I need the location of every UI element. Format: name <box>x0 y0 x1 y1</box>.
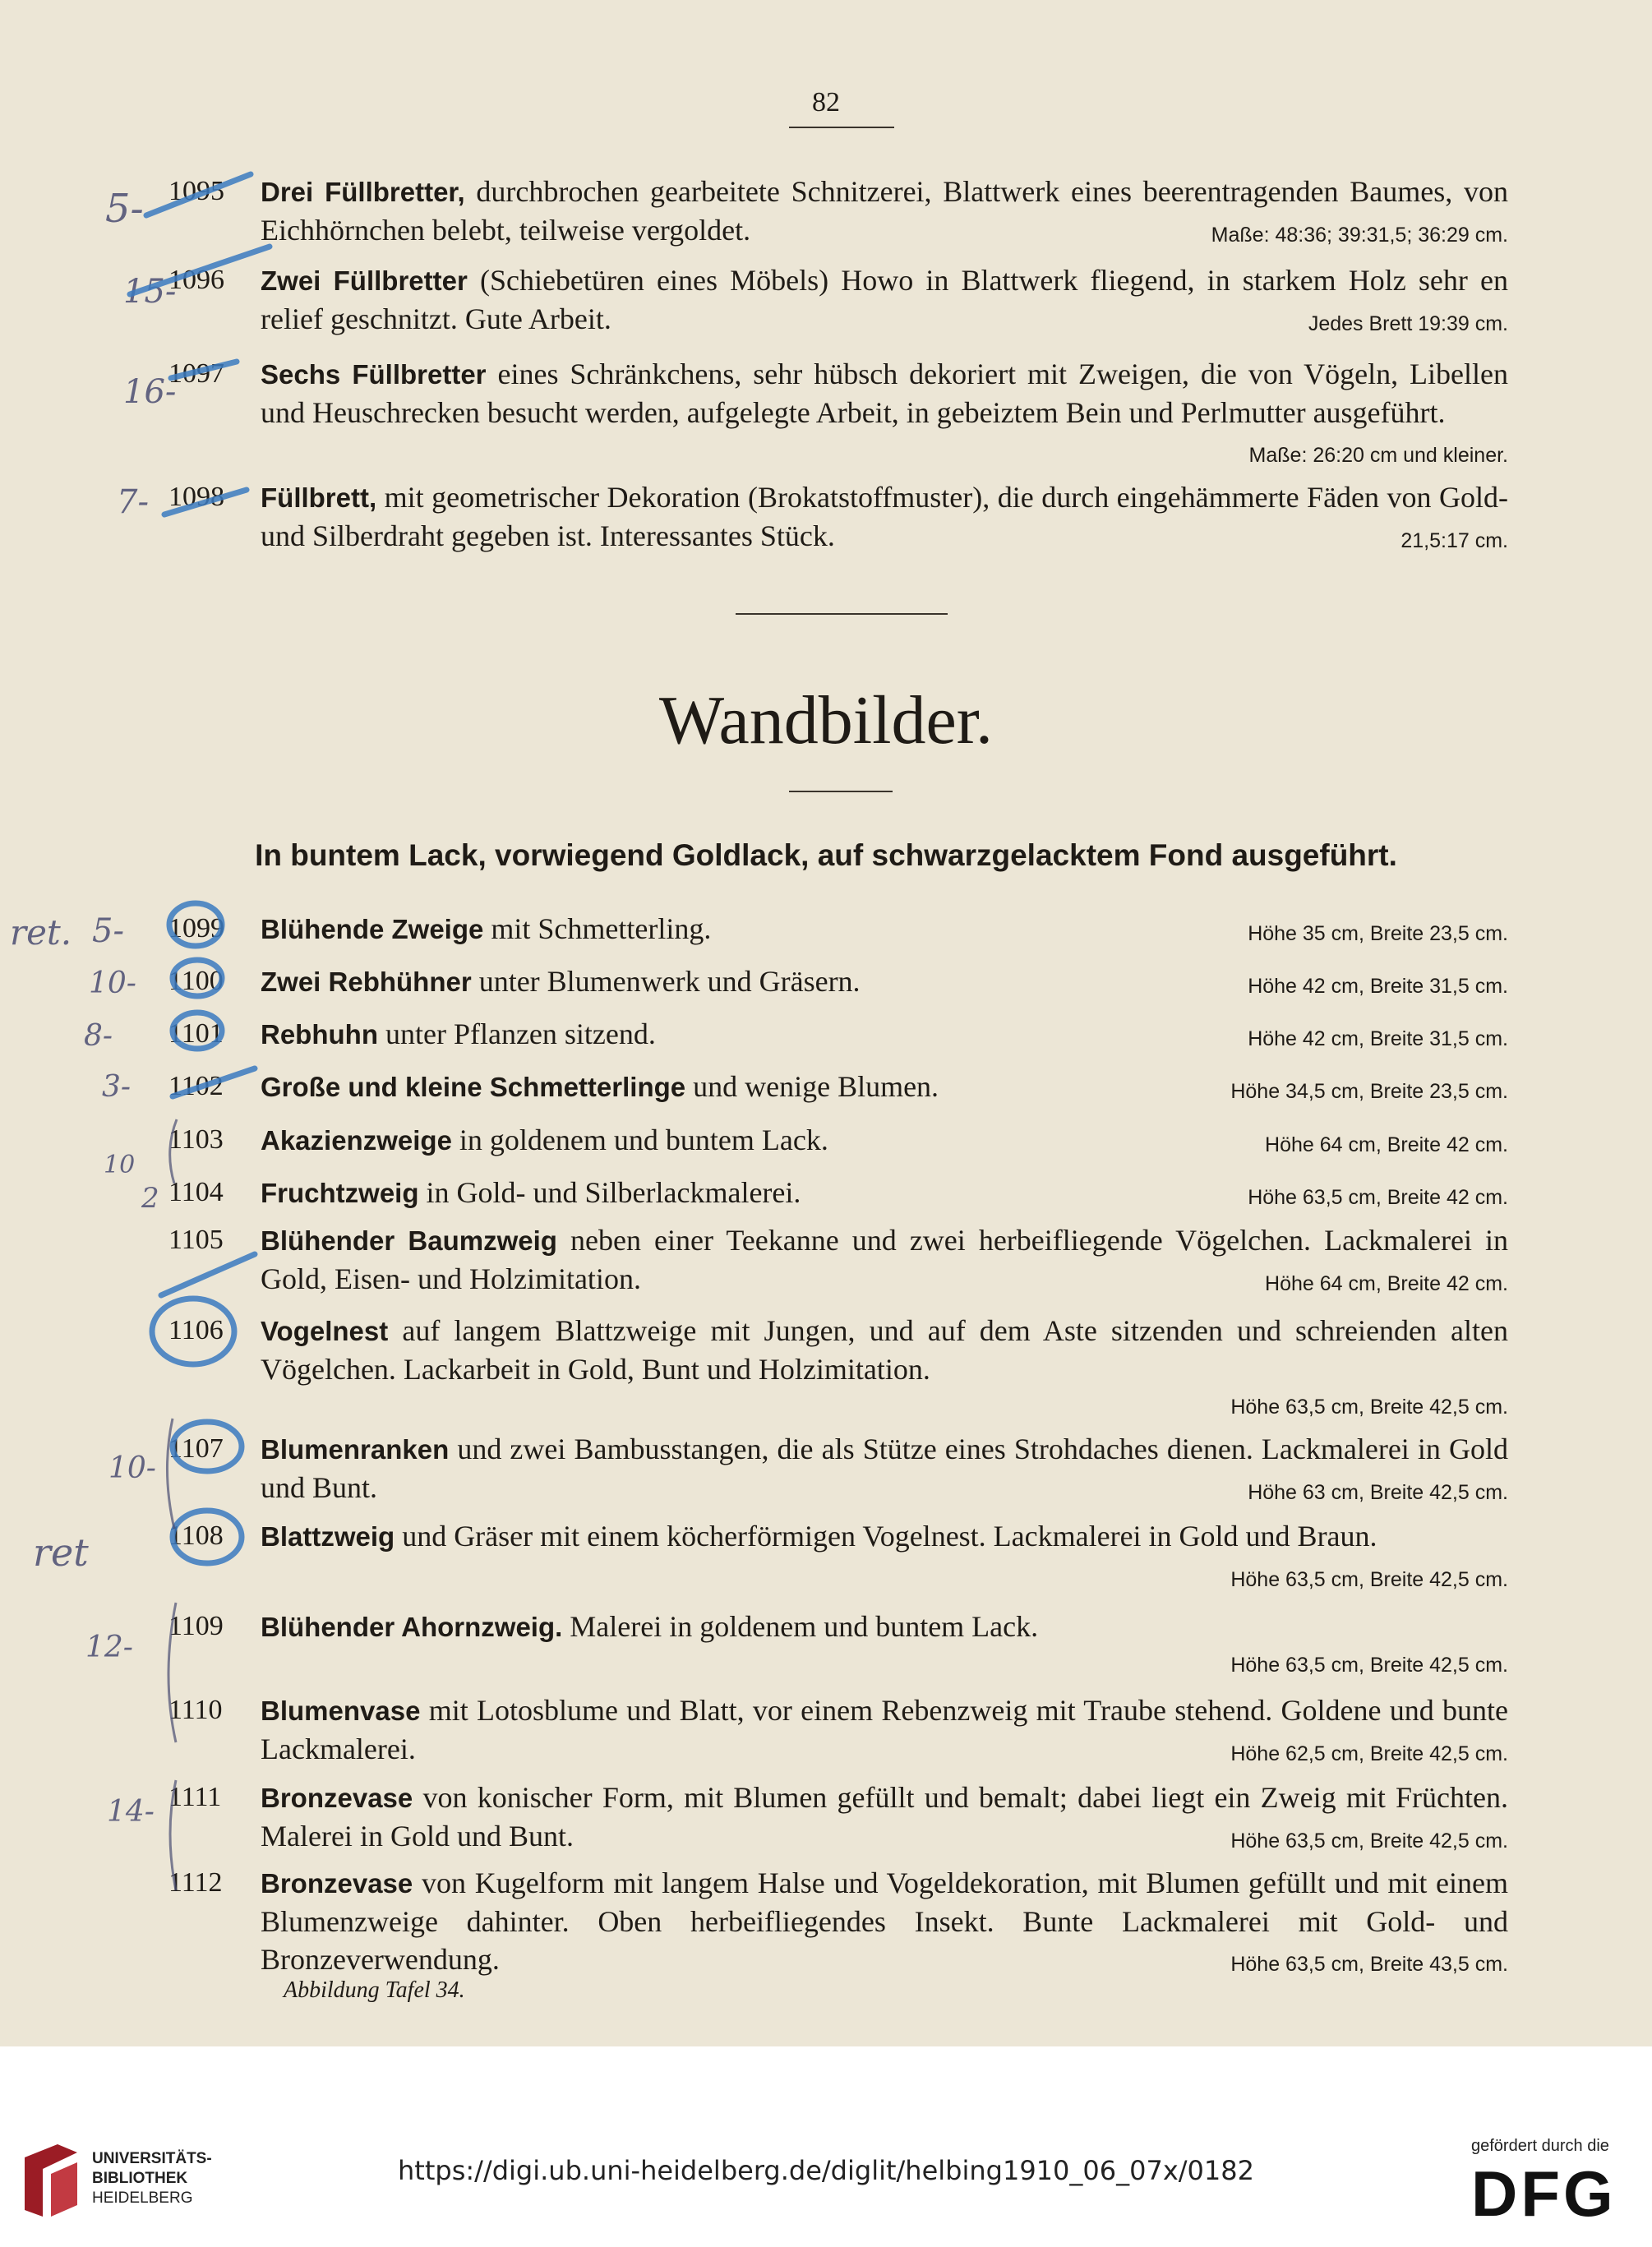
lot-title: Blühende Zweige <box>261 914 484 944</box>
lot-number: 1105 <box>168 1225 224 1255</box>
lot-number: 1110 <box>168 1695 223 1725</box>
catalog-entry-1109 <box>168 1608 1508 1684</box>
lot-measurements: Höhe 63,5 cm, Breite 42,5 cm. <box>1230 1396 1508 1419</box>
lot-title: Blattzweig <box>261 1521 395 1552</box>
library-name-line: UNIVERSITÄTS- <box>92 2150 212 2167</box>
lot-number: 1096 <box>168 265 224 295</box>
lot-description: und zwei Bambusstangen, die als Stütze eines Strohdaches dienen. Lackmalerei in Gold und Bunt. <box>261 1433 1508 1504</box>
lot-number: 1109 <box>168 1611 224 1641</box>
catalog-entry-1101 <box>168 1015 1508 1058</box>
lot-title: Bronzevase <box>261 1868 413 1899</box>
section-divider <box>736 613 948 615</box>
handwritten-price: 10- <box>108 1451 156 1485</box>
lot-title: Füllbrett, <box>261 482 377 513</box>
lot-measurements: 21,5:17 cm. <box>1401 529 1508 552</box>
lot-title: Rebhuhn <box>261 1019 378 1050</box>
catalog-entry-1112 <box>168 1864 1508 1983</box>
lot-number: 1106 <box>168 1315 224 1345</box>
catalog-entry-1104 <box>168 1174 1508 1216</box>
lot-description: von Kugelform mit langem Halse und Vogeldekoration, mit Blumen gefüllt und mit einem Blumenzweige dahinter. Oben herbeifliegendes Insekt. Bunte Lackmalerei mit Gold- und Bronzeverwendung. <box>261 1866 1509 1976</box>
catalog-entry-1095 <box>168 173 1508 254</box>
lot-description: mit Schmetterling. <box>491 912 712 945</box>
lot-description: mit Lotosblume und Blatt, vor einem Rebenzweig mit Traube stehend. Goldene und bunte Lackmalerei. <box>261 1694 1509 1765</box>
lot-title: Drei Füllbretter, <box>261 177 465 207</box>
handwritten-price: 12- <box>85 1631 133 1664</box>
lot-description: und wenige Blumen. <box>693 1070 939 1103</box>
lot-measurements: Maße: 26:20 cm und kleiner. <box>1248 444 1508 467</box>
lot-title: Blumenranken <box>261 1434 450 1465</box>
lot-measurements: Maße: 48:36; 39:31,5; 36:29 cm. <box>1211 224 1508 247</box>
library-name-line: BIBLIOTHEK <box>92 2170 188 2187</box>
lot-measurements: Höhe 63,5 cm, Breite 43,5 cm. <box>1230 1953 1508 1976</box>
lot-number: 1103 <box>168 1124 224 1155</box>
catalog-entry-1099 <box>168 910 1508 953</box>
lot-number: 1111 <box>168 1782 222 1812</box>
section-heading: Wandbilder. <box>658 682 994 759</box>
permalink-url[interactable]: https://digi.ub.uni-heidelberg.de/diglit/helbing1910_06_07x/0182 <box>398 2155 1254 2186</box>
handwritten-price: 5- <box>105 186 144 232</box>
handwritten-price: 7- <box>117 483 149 521</box>
lot-description: neben einer Teekanne und zwei herbeifliegende Vögelchen. Lackmalerei in Gold, Eisen- und Holzimitation. <box>261 1224 1508 1295</box>
lot-title: Vogelnest <box>261 1316 389 1346</box>
lot-number: 1108 <box>168 1520 224 1551</box>
lot-number: 1100 <box>168 966 224 996</box>
dfg-logo: DFG <box>1471 2157 1617 2230</box>
lot-title: Akazienzweige <box>261 1125 452 1156</box>
lot-description: eines Schränkchens, sehr hübsch dekoriert mit Zweigen, die von Vögeln, Libellen und Heuschrecken besucht werden, aufgelegte Arbeit, in gebeiztem Bein und Perlmutter ausgeführt. <box>261 358 1508 429</box>
handwritten-price: 14- <box>107 1795 155 1829</box>
handwritten-price: 10- <box>89 967 136 1000</box>
lot-description: und Gräser mit einem köcherförmigen Vogelnest. Lackmalerei in Gold und Braun. <box>402 1520 1377 1553</box>
catalog-entry-1102 <box>168 1068 1508 1110</box>
lot-measurements: Höhe 63,5 cm, Breite 42,5 cm. <box>1230 1568 1508 1591</box>
lot-title: Fruchtzweig <box>261 1178 419 1208</box>
heading-rule <box>789 791 893 792</box>
catalog-entry-1096 <box>168 261 1508 343</box>
lot-measurements: Höhe 42 cm, Breite 31,5 cm. <box>1248 1027 1508 1050</box>
catalog-entry-1106 <box>168 1312 1508 1426</box>
lot-number: 1101 <box>168 1018 224 1049</box>
catalog-entry-1110 <box>168 1691 1508 1773</box>
library-name-line: HEIDELBERG <box>92 2189 193 2207</box>
lot-measurements: Höhe 63,5 cm, Breite 42,5 cm. <box>1230 1654 1508 1677</box>
lot-description: unter Blumenwerk und Gräsern. <box>478 965 861 998</box>
lot-description: (Schiebetüren eines Möbels) Howo in Blattwerk fliegend, in starkem Holz sehr en relief geschnitzt. Gute Arbeit. <box>261 264 1508 335</box>
lot-number: 1102 <box>168 1071 224 1101</box>
lot-measurements: Höhe 35 cm, Breite 23,5 cm. <box>1248 922 1508 945</box>
lot-measurements: Jedes Brett 19:39 cm. <box>1308 312 1508 335</box>
catalog-entry-1111 <box>168 1779 1508 1860</box>
handwritten-note: ret <box>33 1530 89 1575</box>
lot-number: 1097 <box>168 358 224 389</box>
lot-measurements: Höhe 42 cm, Breite 31,5 cm. <box>1248 975 1508 998</box>
catalog-entry-1105 <box>168 1221 1508 1303</box>
lot-description: durchbrochen gearbeitete Schnitzerei, Blattwerk eines beerentragenden Baumes, von Eichhörnchen belebt, teilweise vergoldet. <box>261 175 1508 247</box>
lot-description: in goldenem und buntem Lack. <box>459 1124 828 1156</box>
lot-description: auf langem Blattzweige mit Jungen, und auf dem Aste sitzenden und schreienden alten Vögelchen. Lackarbeit in Gold, Bunt und Holzimitation. <box>261 1314 1508 1386</box>
catalog-entry-1107 <box>168 1430 1508 1511</box>
lot-description: von konischer Form, mit Blumen gefüllt und bemalt; dabei liegt ein Zweig mit Früchten. Malerei in Gold und Bunt. <box>261 1781 1508 1853</box>
handwritten-price: 10 <box>104 1151 136 1179</box>
lot-title: Blühender Baumzweig <box>261 1225 557 1256</box>
lot-number: 1095 <box>168 176 224 206</box>
catalog-entry-1108 <box>168 1517 1508 1599</box>
handwritten-price: 8- <box>84 1019 113 1053</box>
lot-number: 1099 <box>168 913 224 944</box>
lot-title: Große und kleine Schmetterlinge <box>261 1072 686 1102</box>
lot-title: Zwei Füllbretter <box>261 265 468 296</box>
lot-measurements: Höhe 63 cm, Breite 42,5 cm. <box>1248 1481 1508 1504</box>
catalog-entry-1097 <box>168 355 1508 474</box>
viewer-footer <box>0 2046 1652 2247</box>
lot-title: Blühender Ahornzweig. <box>261 1612 563 1642</box>
lot-number: 1112 <box>168 1867 223 1898</box>
page-number-rule <box>789 127 894 128</box>
lot-title: Sechs Füllbretter <box>261 359 487 390</box>
lot-measurements: Höhe 63,5 cm, Breite 42 cm. <box>1248 1186 1508 1209</box>
lot-description: unter Pflanzen sitzend. <box>385 1017 656 1050</box>
handwritten-price: 15- <box>123 273 177 311</box>
handwritten-price: 16- <box>123 373 177 411</box>
lot-measurements: Höhe 64 cm, Breite 42 cm. <box>1265 1272 1508 1295</box>
lot-title: Bronzevase <box>261 1783 413 1813</box>
page-number: 82 <box>812 87 840 118</box>
catalog-entry-1103 <box>168 1121 1508 1164</box>
lot-number: 1107 <box>168 1433 224 1464</box>
lot-description: Malerei in goldenem und buntem Lack. <box>570 1610 1039 1643</box>
lot-measurements: Höhe 62,5 cm, Breite 42,5 cm. <box>1230 1742 1508 1765</box>
catalog-entry-1098 <box>168 478 1508 560</box>
lot-description: in Gold- und Silberlackmalerei. <box>426 1176 801 1209</box>
handwritten-note: ret. <box>10 912 72 953</box>
handwritten-price: 3- <box>102 1070 132 1104</box>
lot-measurements: Höhe 63,5 cm, Breite 42,5 cm. <box>1230 1829 1508 1853</box>
lot-measurements: Höhe 34,5 cm, Breite 23,5 cm. <box>1230 1080 1508 1103</box>
catalog-entry-1100 <box>168 962 1508 1005</box>
lot-number: 1104 <box>168 1177 224 1207</box>
lot-title: Blumenvase <box>261 1696 421 1726</box>
figure-reference: Abbildung Tafel 34. <box>284 1977 465 2003</box>
handwritten-price: 5- <box>92 912 124 950</box>
handwritten-price: 2 <box>141 1182 159 1215</box>
lot-description: mit geometrischer Dekoration (Brokatstoffmuster), die durch eingehämmerte Fäden von Gold- und Silberdraht gegeben ist. Interessantes Stück. <box>261 481 1509 552</box>
lot-number: 1098 <box>168 482 224 512</box>
section-subheading: In buntem Lack, vorwiegend Goldlack, auf schwarzgelacktem Fond ausgeführt. <box>255 838 1397 872</box>
funded-by-label: gefördert durch die <box>1471 2137 1609 2155</box>
lot-measurements: Höhe 64 cm, Breite 42 cm. <box>1265 1133 1508 1156</box>
lot-title: Zwei Rebhühner <box>261 967 472 997</box>
